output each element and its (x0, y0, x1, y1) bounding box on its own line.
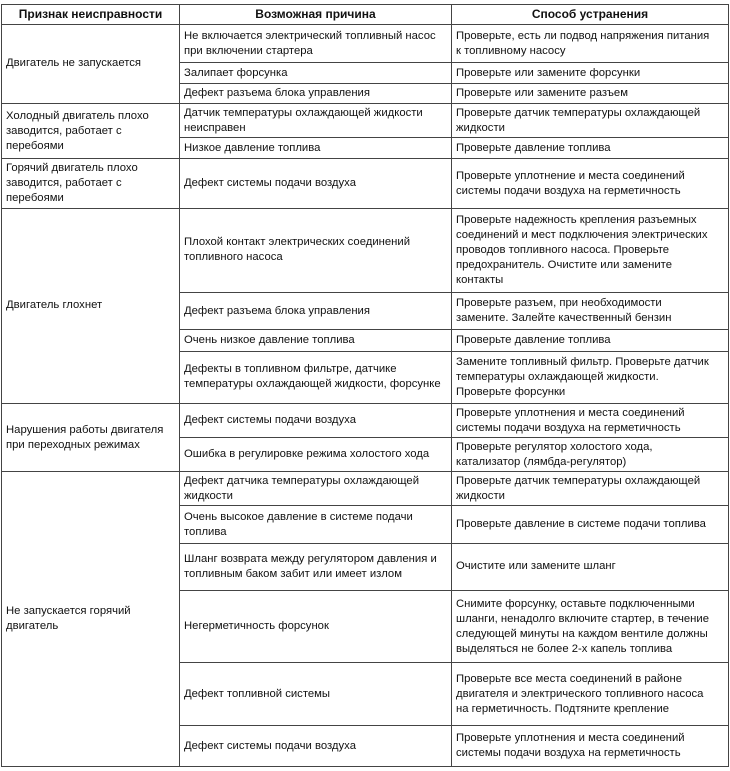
fix-text: на герметичность. Подтяните крепление (456, 702, 670, 715)
cause-text: неисправен (184, 121, 246, 134)
fix-cell (452, 330, 729, 351)
fix-text: Проверьте или замените разъем (456, 86, 628, 99)
cause-text: при включении стартера (184, 44, 313, 57)
fix-text: Проверьте давление в системе подачи топлива (456, 518, 706, 531)
fault-table (1, 4, 729, 767)
cause-text: топливного насоса (184, 251, 283, 264)
cause-text: Очень высокое давление в системе подачи (184, 510, 413, 523)
column-header-fix: Способ устранения (452, 5, 729, 25)
fix-text: проводов топливного насоса. Проверьте (456, 243, 670, 256)
table-row (2, 103, 729, 137)
fix-text: двигателя и электрического топливного насоса (456, 687, 704, 700)
cause-text: Ошибка в регулировке режима холостого хода (184, 448, 430, 461)
cause-cell (180, 208, 452, 292)
fix-text: жидкости (456, 489, 505, 502)
cause-cell (180, 663, 452, 726)
symptom-text: Двигатель глохнет (6, 299, 103, 312)
cause-text: Залипает форсунка (184, 66, 288, 79)
column-header-symptom: Признак неисправности (2, 5, 180, 25)
cause-cell (180, 103, 452, 137)
cause-cell (180, 25, 452, 63)
cause-text: Дефект разъема блока управления (184, 86, 370, 99)
fix-text: Проверьте все места соединений в районе (456, 672, 683, 685)
fix-text: Проверьте давление топлива (456, 333, 611, 346)
fix-text: системы подачи воздуха на герметичность (456, 421, 681, 434)
table-row (2, 159, 729, 208)
fix-text: Проверьте, есть ли подвод напряжения питания (456, 29, 710, 42)
symptom-text: перебоями (6, 139, 64, 152)
cause-cell (180, 63, 452, 83)
fix-text: жидкости (456, 121, 505, 134)
fix-text: Проверьте форсунки (456, 385, 566, 398)
symptom-text: заводится, работает с (6, 124, 122, 137)
table-row (2, 403, 729, 437)
table-row (2, 25, 729, 63)
cause-text: топливным баком забит или имеет излом (184, 567, 402, 580)
cause-text: Дефект системы подачи воздуха (184, 177, 356, 190)
cause-text: Датчик температуры охлаждающей жидкости (184, 106, 423, 119)
fix-text: Проверьте разъем, при необходимости (456, 297, 662, 310)
symptom-cell (2, 472, 180, 767)
cause-cell (180, 543, 452, 590)
cause-cell (180, 726, 452, 767)
table-row (2, 472, 729, 506)
symptom-cell (2, 403, 180, 471)
fix-cell (452, 25, 729, 63)
fix-text: Проверьте датчик температуры охлаждающей (456, 474, 701, 487)
symptom-text: Холодный двигатель плохо (6, 109, 149, 122)
fix-text: к топливному насосу (456, 44, 566, 57)
fix-text: Проверьте надежность крепления разъемных (456, 213, 697, 226)
symptom-text: двигатель (6, 620, 59, 633)
cause-cell (180, 472, 452, 506)
fix-text: Проверьте давление топлива (456, 141, 611, 154)
symptom-text: перебоями (6, 192, 64, 205)
fix-cell (452, 590, 729, 663)
cause-cell (180, 330, 452, 351)
table-header-row (2, 5, 729, 25)
symptom-cell (2, 208, 180, 403)
fix-text: Снимите форсунку, оставьте подключенными (456, 597, 695, 610)
cause-cell (180, 506, 452, 543)
symptom-cell (2, 103, 180, 159)
fix-cell (452, 103, 729, 137)
symptom-cell (2, 25, 180, 104)
cause-text: Не включается электрический топливный насос (184, 29, 436, 42)
fix-cell (452, 292, 729, 329)
column-header-cause: Возможная причина (180, 5, 452, 25)
cause-text: температуры охлаждающей жидкости, форсунке (184, 378, 441, 391)
fix-cell (452, 159, 729, 208)
cause-cell (180, 159, 452, 208)
cause-cell (180, 138, 452, 159)
cause-text: жидкости (184, 489, 233, 502)
fix-text: замените. Залейте качественный бензин (456, 312, 672, 325)
cause-cell (180, 403, 452, 437)
fix-text: температуры охлаждающей жидкости. (456, 370, 659, 383)
cause-cell (180, 351, 452, 403)
fix-cell (452, 726, 729, 767)
fix-cell (452, 438, 729, 472)
cause-text: Очень низкое давление топлива (184, 333, 355, 346)
table-row (2, 208, 729, 292)
cause-text: Дефект разъема блока управления (184, 304, 370, 317)
cause-text: топлива (184, 525, 227, 538)
symptom-text: Двигатель не запускается (6, 57, 142, 70)
fix-text: предохранитель. Очистите или замените (456, 258, 672, 271)
fix-text: катализатор (лямбда-регулятор) (456, 455, 627, 468)
cause-text: Дефекты в топливном фильтре, датчике (184, 363, 397, 376)
symptom-text: при переходных режимах (6, 438, 140, 451)
cause-cell (180, 83, 452, 103)
cause-cell (180, 438, 452, 472)
table-body (2, 25, 729, 767)
fix-text: шланги, ненадолго включите стартер, в течение (456, 612, 709, 625)
fix-text: Очистите или замените шланг (456, 560, 616, 573)
fix-text: контакты (456, 273, 504, 286)
fix-cell (452, 506, 729, 543)
fix-cell (452, 351, 729, 403)
fix-text: Проверьте уплотнения и места соединений (456, 732, 685, 745)
cause-text: Негерметичность форсунок (184, 620, 329, 633)
fix-cell (452, 543, 729, 590)
fix-text: системы подачи воздуха на герметичность (456, 184, 681, 197)
cause-cell (180, 590, 452, 663)
fix-cell (452, 83, 729, 103)
fix-text: Проверьте регулятор холостого хода, (456, 440, 653, 453)
fix-cell (452, 472, 729, 506)
cause-text: Дефект системы подачи воздуха (184, 414, 356, 427)
fix-cell (452, 63, 729, 83)
fix-text: Проверьте или замените форсунки (456, 66, 641, 79)
fix-cell (452, 403, 729, 437)
fix-cell (452, 208, 729, 292)
fix-text: Замените топливный фильтр. Проверьте датчик (456, 355, 709, 368)
fix-cell (452, 138, 729, 159)
cause-text: Дефект датчика температуры охлаждающей (184, 474, 420, 487)
fix-text: соединений и мест подключения электрических (456, 228, 708, 241)
fix-text: следующей минуты на каждом вентиле должны (456, 627, 708, 640)
fix-text: Проверьте уплотнения и места соединений (456, 406, 685, 419)
cause-text: Низкое давление топлива (184, 141, 321, 154)
cause-cell (180, 292, 452, 329)
cause-text: Шланг возврата между регулятором давления и (184, 552, 437, 565)
cause-text: Плохой контакт электрических соединений (184, 236, 411, 249)
symptom-text: Нарушения работы двигателя (6, 423, 164, 436)
cause-text: Дефект системы подачи воздуха (184, 739, 356, 752)
symptom-text: Горячий двигатель плохо (6, 162, 138, 175)
fix-text: Проверьте уплотнение и места соединений (456, 169, 685, 182)
fix-text: выделяться не более 2-х капель топлива (456, 642, 673, 655)
fix-text: системы подачи воздуха на герметичность (456, 747, 681, 760)
symptom-cell (2, 159, 180, 208)
symptom-text: заводится, работает с (6, 177, 122, 190)
cause-text: Дефект топливной системы (184, 687, 331, 700)
fix-cell (452, 663, 729, 726)
symptom-text: Не запускается горячий (6, 605, 131, 618)
fix-text: Проверьте датчик температуры охлаждающей (456, 106, 701, 119)
